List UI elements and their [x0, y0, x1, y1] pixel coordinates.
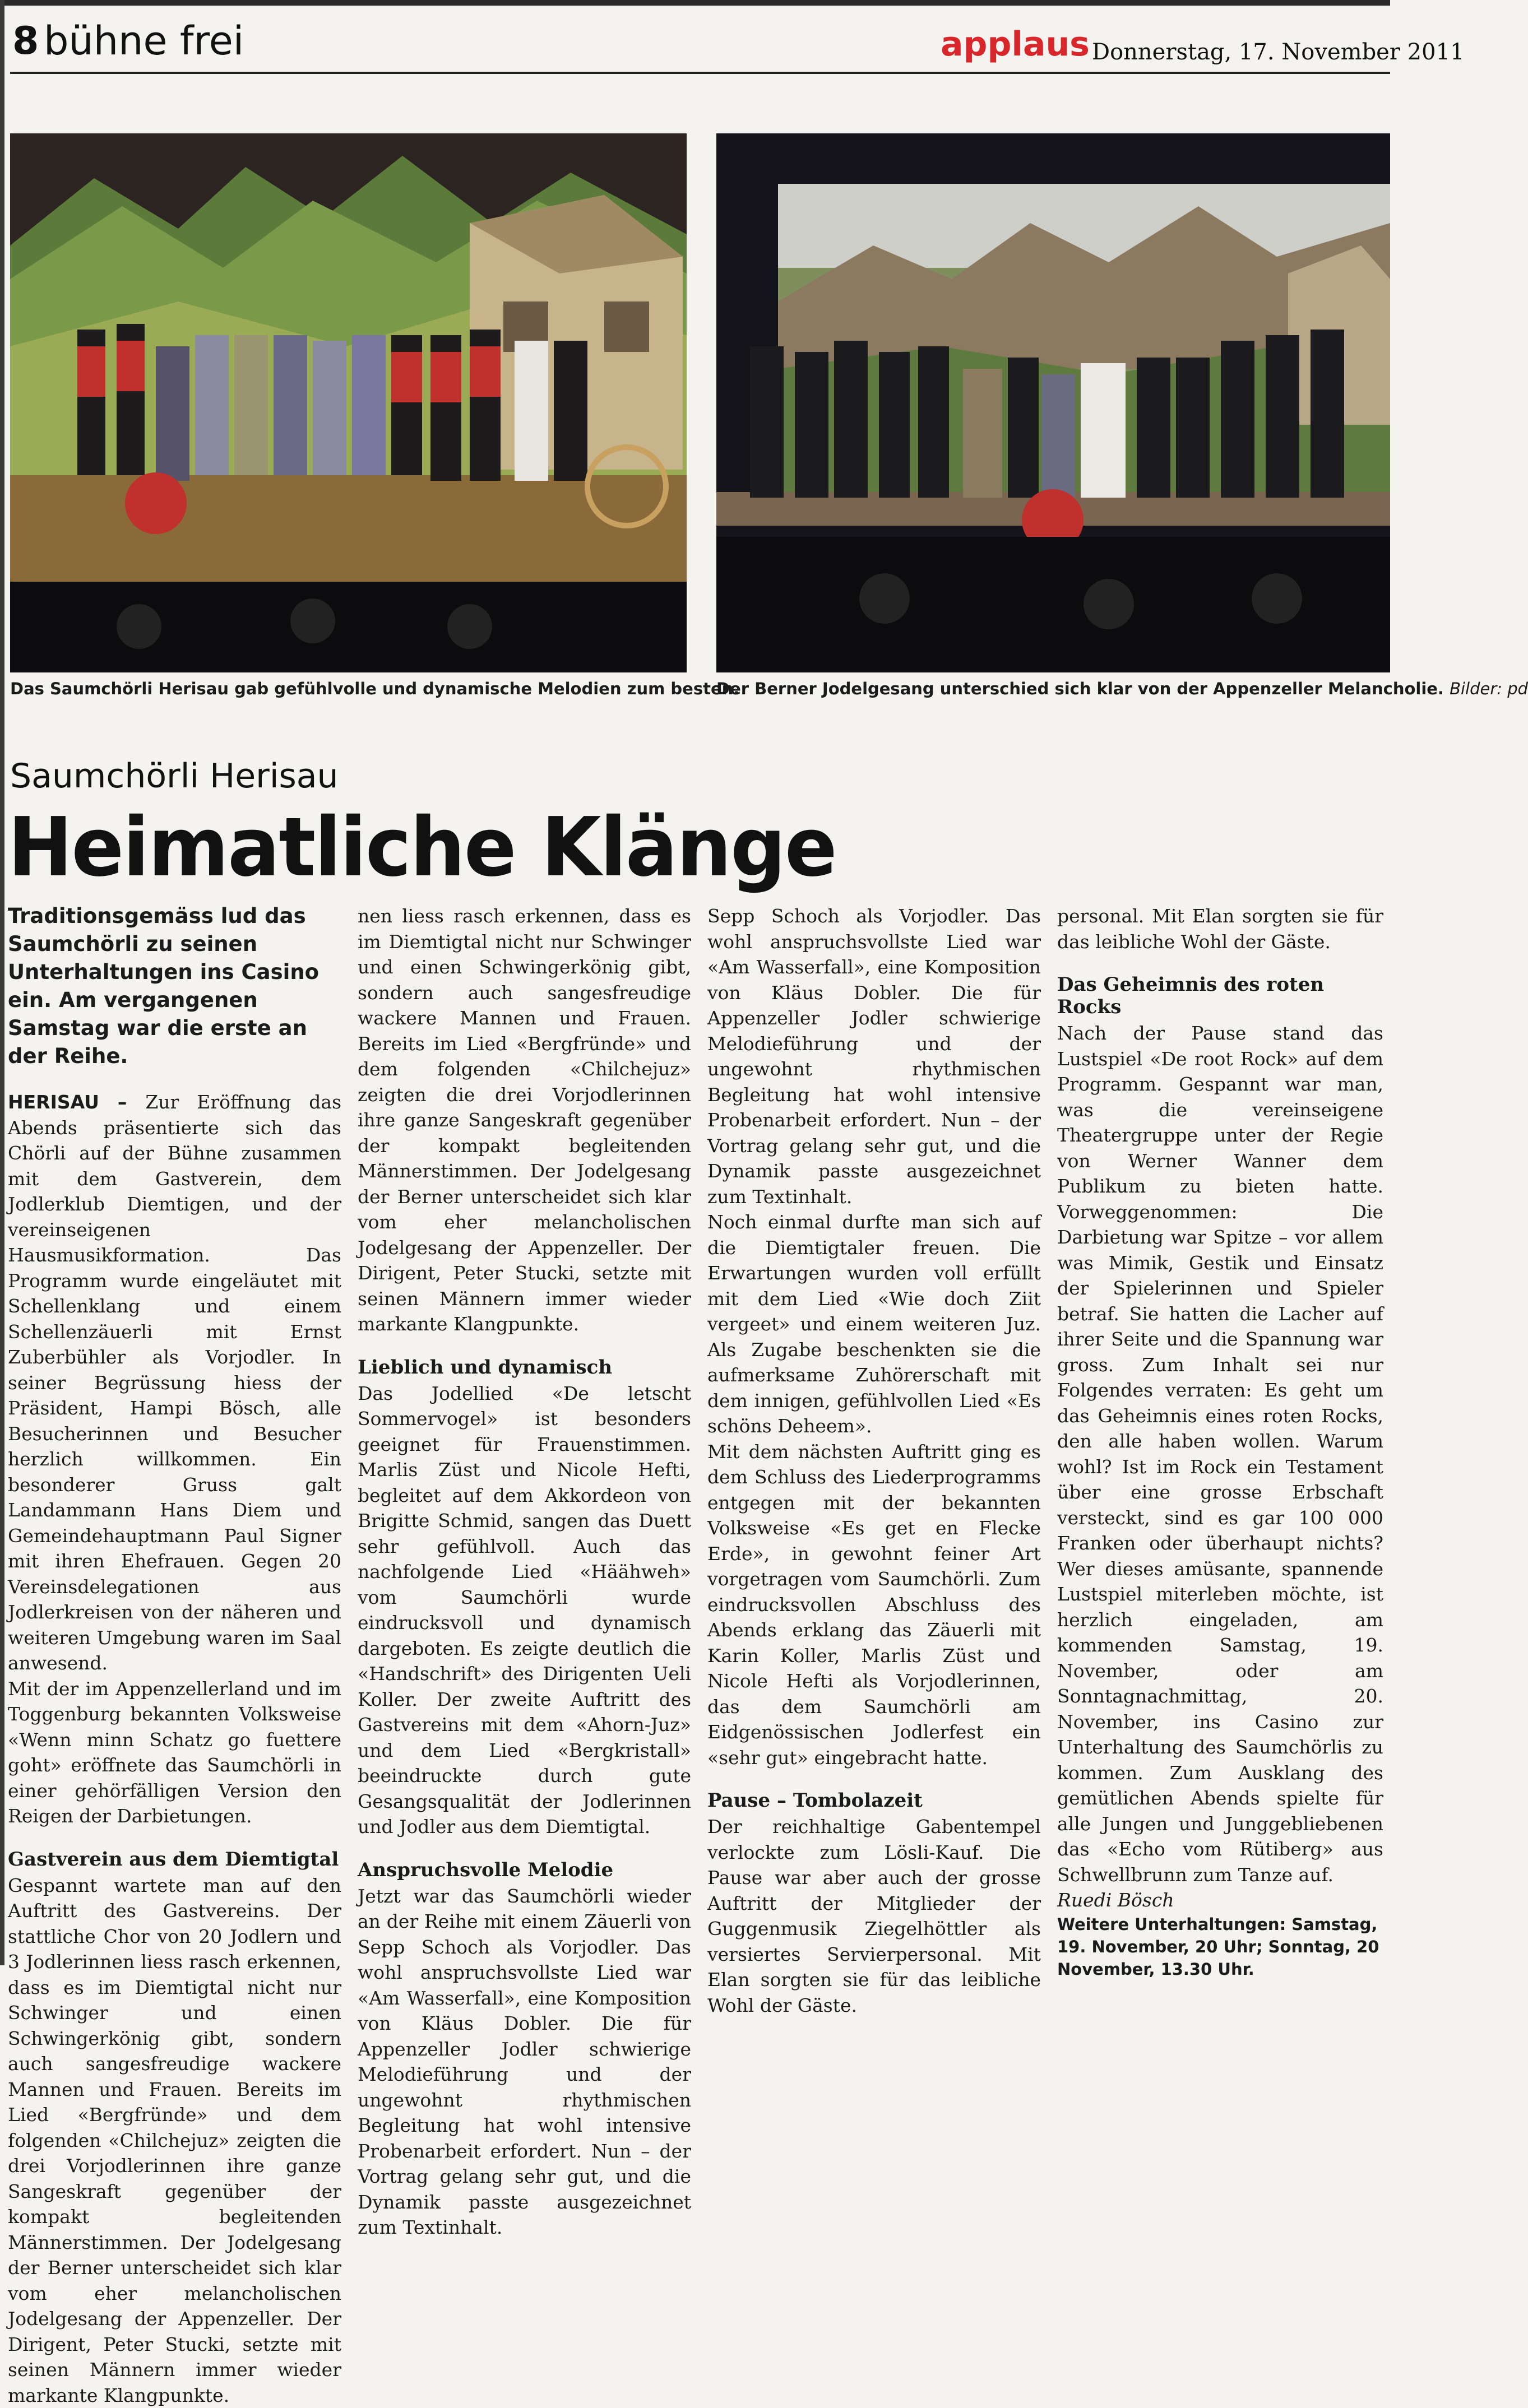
subheading: Lieblich und dynamisch [358, 1356, 613, 1379]
issue-date: Donnerstag, 17. November 2011 [1092, 39, 1465, 65]
photo-credit: Bilder: pd [1450, 679, 1528, 698]
brand-logo: applaus [941, 25, 1090, 64]
paragraph: Mit der im Appenzellerland und im Toggenburg bekannten Volksweise «Wenn minn Schatz go fuettere goht» eröffnete das Saumchörli in einer gehörfälligen Version den Reigen der Darbietungen. [8, 1677, 341, 1827]
paragraph: Mit dem nächsten Auftritt ging es dem Schluss des Liederprogramms entgegen mit der bekannten Volksweise «Es get en Flecke Erde», in gewohnt feiner Art vorgetragen vom Saumchörli. Zum eindrucksvollen Abschluss des Abends erklang das Zäuerli mit Karin Koller, Marlis Züst und Nicole Hefti als Vorjodlerinnen, das dem Saumchörli am Eidgenössischen Jodlerfest ein «sehr gut» eingebracht hatte. [707, 1440, 1041, 1769]
paragraph-continued: personal. Mit Elan sorgten sie für das leibliche Wohl der Gäste. [1057, 905, 1383, 953]
author-signature: Ruedi Bösch [1057, 1889, 1174, 1911]
paragraph-text: Zur Eröffnung das Abends präsentierte sich das Chörli auf der Bühne zusammen mit dem Gastverein, dem Jodlerklub Diemtigen, und der vereinseigenen Hausmusikformation. Das Programm wurde eingeläutet mit Schellenklang und einem Schellenzäuerli mit Ernst Zuberbühler als Vorjodler. In seiner Begrüssung hiess der Präsident, Hampi Bösch, alle Besucherinnen und Besucher herzlich willkommen. Ein besonderer Gruss galt Landammann Hans Diem und Gemeindehauptmann Paul Signer mit ihren Ehefrauen. Gegen 20 Vereinsdelegationen aus Jodlerkreisen von der näheren und weiteren Umgebung waren im Saal anwesend. [8, 1091, 341, 1674]
left-border [0, 0, 4, 1965]
article-column-3 [707, 903, 1041, 2016]
subheading: Gastverein aus dem Diemtigtal [8, 1848, 339, 1871]
photo-berner-jodler [716, 133, 1390, 672]
article-column-2 [358, 903, 691, 2238]
paragraph-text: Jetzt war das Saumchörli wieder an der Reihe mit einem Zäuerli von Sepp Schoch als Vorjodler. Das wohl anspruchsvollste Lied war «Am Wasserfall», eine Komposition von Kläus Dobler. Die für Appenzeller Jodler schwierige Melodieführung und der ungewohnt rhythmischen Begleitung hat wohl intensive Probenarbeit erfordert. Nun – der Vortrag gelang sehr gut, und die Dynamik passte ausgezeichnet zum Textinhalt. [358, 1885, 691, 2238]
bleed-through-left [359, 700, 684, 796]
article-kicker: Saumchörli Herisau [10, 757, 339, 796]
article-column-4 [1057, 903, 1383, 1980]
subheading: Das Geheimnis des roten Rocks [1057, 973, 1325, 1018]
event-info: Weitere Unterhaltungen: Samstag, 19. November, 20 Uhr; Sonntag, 20 November, 13.30 Uhr. [1057, 1914, 1379, 1979]
paragraph [8, 1089, 341, 1676]
header-rule [10, 72, 1390, 74]
dateline: HERISAU – [8, 1091, 146, 1113]
page-header [10, 11, 1465, 73]
subheading: Pause – Tombolazeit [707, 1789, 923, 1812]
subheading: Anspruchsvolle Melodie [358, 1858, 614, 1881]
paragraph-text: Gespannt wartete man auf den Auftritt des Gastvereins. Der stattliche Chor von 20 Jodlern und 3 Jodlerinnen liess rasch erkennen, dass es im Diemtigtal nicht nur Schwinger und einen Schwingerkönig gibt, sondern auch sangesfreudige wackere Mannen und Frauen. Bereits im Lied «Bergfründe» und dem folgenden «Chilchejuz» zeigten die drei Vorjodlerinnen ihre ganze Sangeskraft gegenüber der kompakt begleitenden Männerstimmen. Der Jodelgesang der Berner unterscheidet sich klar vom eher melancholischen Jodelgesang der Appenzeller. Der Dirigent, Peter Stucki, setzte mit seinen Männern immer wieder markante Klangpunkte. [8, 1874, 341, 2406]
paragraph-text: Der reichhaltige Gabentempel verlockte zum Lösli-Kauf. Die Pause war aber auch der grosse Auftritt der Mitglieder der Guggenmusik Ziegelhöttler als versiertes Servierpersonal. Mit Elan sorgten sie für das leibliche Wohl der Gäste. [707, 1816, 1041, 2016]
page-number: 8 [12, 19, 39, 63]
paragraph: Nach der Pause stand das Lustspiel «De root Rock» auf dem Programm. Gespannt war man, was die vereinseigene Theatergruppe unter der Regie von Werner Wanner dem Publikum zu bieten hatte. Vorweggenommen: Die Darbietung war Spitze – vor allem was Mimik, Gestik und Einsatz der Spielerinnen und Spieler betraf. Sie hatten die Lacher auf ihrer Seite und die Spannung war gross. Zum Inhalt sei nur Folgendes verraten: Es geht um das Geheimnis eines roten Rocks, den alle haben wollen. Warum wohl? Ist im Rock ein Testament über eine grosse Erbschaft versteckt, sind es gar 100 000 Franken oder überhaupt nichts? Wer dieses amüsante, spannende Lustspiel miterleben möchte, ist herzlich eingeladen, am kommenden Samstag, 19. November, oder am Sonntagnachmittag, 20. November, ins Casino zur Unterhaltung des Saumchörlis zu kommen. Zum Ausklang des gemütlichen Abends spielte für alle Jungen und Junggebliebenen das «Echo vom Rütiberg» aus Schwellbrunn zum Tanze auf. [1057, 1022, 1383, 1886]
paragraph-partial [707, 1814, 1041, 2016]
paragraph-partial [8, 1873, 341, 2406]
paragraph: Noch einmal durfte man sich auf die Diemtigtaler freuen. Die Erwartungen wurden voll erfüllt mit dem Lied «Wie doch Ziit vergeet» und einem weiteren Juz. Als Zugabe beschenkten sie die aufmerksame Zuhörerschaft mit dem innigen, gefühlvollen Lied «Es schöns Deheem». [707, 1211, 1041, 1437]
paragraph-partial [358, 1883, 691, 2238]
photo-caption-right [716, 679, 1528, 698]
paragraph: Das Jodellied «De letscht Sommervogel» ist besonders geeignet für Frauenstimmen. Marlis Züst und Nicole Hefti, begleitet auf dem Akkordeon von Brigitte Schmid, sangen das Duett sehr gefühlvoll. Auch das nachfolgende Lied «Häähweh» vom Saumchörli wurde eindrucksvoll und dynamisch dargeboten. Es zeigte deutlich die «Handschrift» des Dirigenten Ueli Koller. Der zweite Auftritt des Gastvereins mit dem «Ahorn-Juz» und dem Lied «Bergkristall» beeindruckte durch gute Gesangsqualität der Jodlerinnen und Jodler aus dem Diemtigtal. [358, 1382, 691, 1838]
top-border [0, 0, 1390, 6]
photo-caption-right-text: Der Berner Jodelgesang unterschied sich klar von der Appenzeller Melancholie. [716, 679, 1444, 698]
paragraph-continued: nen liess rasch erkennen, dass es im Diemtigtal nicht nur Schwinger und einen Schwingerkönig gibt, sondern auch sangesfreudige wackere Mannen und Frauen. Bereits im Lied «Bergfründe» und dem folgenden «Chilchejuz» zeigten die drei Vorjodlerinnen ihre ganze Sangeskraft gegenüber der kompakt begleitenden Männerstimmen. Der Jodelgesang der Berner unterscheidet sich klar vom eher melancholischen Jodelgesang der Appenzeller. Der Dirigent, Peter Stucki, setzte mit seinen Männern immer wieder markante Klangpunkte. [358, 905, 691, 1335]
photo-caption-left: Das Saumchörli Herisau gab gefühlvolle und dynamische Melodien zum besten. [10, 679, 740, 698]
section-title: bühne frei [44, 18, 244, 64]
paragraph-continued: Sepp Schoch als Vorjodler. Das wohl anspruchsvollste Lied war «Am Wasserfall», eine Komposition von Kläus Dobler. Die für Appenzeller Jodler schwierige Melodieführung und der ungewohnt rhythmischen Begleitung hat wohl intensive Probenarbeit erfordert. Nun – der Vortrag gelang sehr gut, und die Dynamik passte ausgezeichnet zum Textinhalt. [707, 905, 1041, 1208]
photo-saumchoerli [10, 133, 687, 672]
article-column-1 [8, 902, 341, 2406]
article-headline: Heimatliche Klänge [8, 800, 836, 895]
article-lead: Traditionsgemäss lud das Saumchörli zu seinen Unterhaltungen ins Casino ein. Am vergangenen Samstag war die erste an der Reihe. [8, 904, 320, 1068]
